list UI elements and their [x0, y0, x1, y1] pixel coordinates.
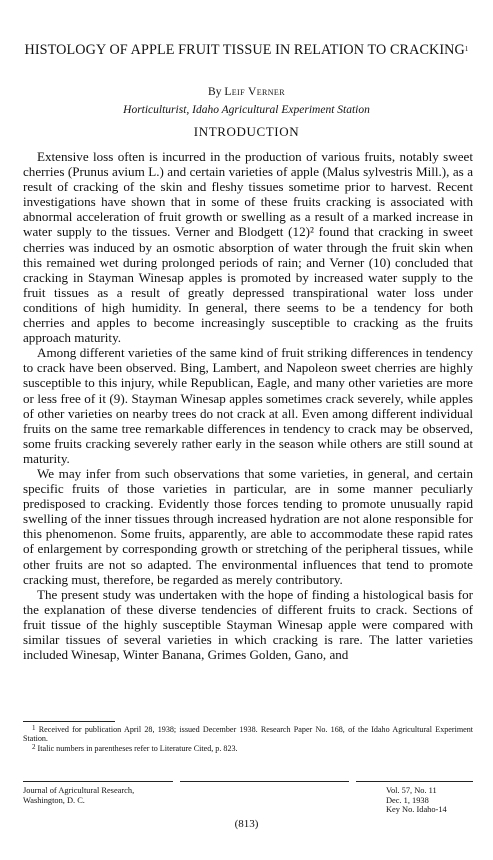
body-text [23, 149, 473, 662]
section-heading: INTRODUCTION [193, 124, 300, 139]
title-text: HISTOLOGY OF APPLE FRUIT TISSUE IN RELATION TO CRACKING [24, 42, 465, 58]
footer-rule-right [356, 781, 473, 782]
author-name: Leif Verner [224, 86, 285, 98]
paragraph: We may infer from such observations that some varieties, in general, and certain specific fruits of those varieties in particular, are in some manner peculiarly predisposed to cracking. Evidently those forces tending to promote unusually rapid swelling of the inner tissues through increased hydration are not alone responsible for this phenomenon. Some fruits, apparently, are able to accommodate these rapid rates of enlargement by corresponding growth or stretching of the peripheral tissues, while other fruits are not so adapted. The environmental influences that tend to promote cracking must, therefore, be regarded as merely contributory. [23, 465, 473, 587]
footnotes [23, 725, 473, 753]
byline [0, 86, 493, 98]
journal-date: Dec. 1, 1938 [386, 795, 429, 805]
issue-info [386, 786, 447, 815]
author-affiliation: Horticulturist, Idaho Agricultural Experiment Station [123, 104, 370, 116]
footer-rule-left [23, 781, 173, 782]
footnote [23, 725, 473, 744]
footnote-text: Italic numbers in parentheses refer to Literature Cited, p. 823. [37, 743, 238, 753]
footnote-rule [23, 721, 115, 722]
journal-citation [23, 786, 134, 805]
footnote-text: Received for publication April 28, 1938; issued December 1938. Research Paper No. 168, of the Idaho Agricultural Experiment Station. [23, 725, 474, 744]
article-title [22, 41, 471, 59]
footer-rule-middle [180, 781, 349, 782]
journal-volume: Vol. 57, No. 11 [386, 786, 437, 795]
title-footnote-mark: 1 [464, 45, 469, 53]
journal-place: Washington, D. C. [23, 795, 85, 805]
journal-name: Journal of Agricultural Research, [23, 786, 135, 795]
footnote-mark: 2 [32, 742, 36, 751]
paragraph: Among different varieties of the same kind of fruit striking differences in tendency to crack have been observed. Bing, Lambert, and Napoleon sweet cherries are highly susceptible to this injury, while Republican, Eagle, and many other varieties are more or less free of it (9). Stayman Winesap apples sometimes crack severely, while apples of other varieties on nearby trees do not crack at all. Even among different individual fruits on the same tree remarkable differences in tendency to crack may be observed, some fruits cracking severely rather early in the season while others are still sound at maturity. [23, 345, 473, 466]
journal-key: Key No. Idaho-14 [386, 805, 447, 814]
footnote [23, 744, 473, 753]
footnote-mark: 1 [32, 724, 36, 732]
byline-prefix: By [208, 86, 222, 98]
paragraph: Extensive loss often is incurred in the production of various fruits, notably sweet cherries (Prunus avium L.) and certain varieties of apple (Malus sylvestris Mill.), as a result of cracking of the skin and fleshy tissues sometime prior to harvest. Recent investigations have shown that in some of these fruits cracking is associated with abnormal acceleration of fruit growth or swelling as a result of a marked increase in water supply to the tissues. Verner and Blodgett (12)² found that cracking in sweet cherries was induced by an osmotic absorption of water through the fruit skin when this remained wet during prolonged periods of rain; and Verner (10) concluded that cracking in Stayman Winesap apples is promoted by increased water supply to the fruit tissues as a result of greatly depressed transpirational water loss under conditions of high humidity. In general, there seems to be a tendency for both cherries and apples to become increasingly susceptible to cracking as the fruits approach maturity. [23, 149, 473, 346]
paragraph: The present study was undertaken with the hope of finding a histological basis for the explanation of these diverse tendencies of different fruits to crack. Sections of fruit tissue of the highly susceptible Stayman Winesap apple were compared with similar tissues of several varieties in which cracking is rare. The latter varieties included Winesap, Winter Banana, Grimes Golden, Gano, and [23, 586, 473, 663]
page-number: (813) [234, 818, 259, 830]
